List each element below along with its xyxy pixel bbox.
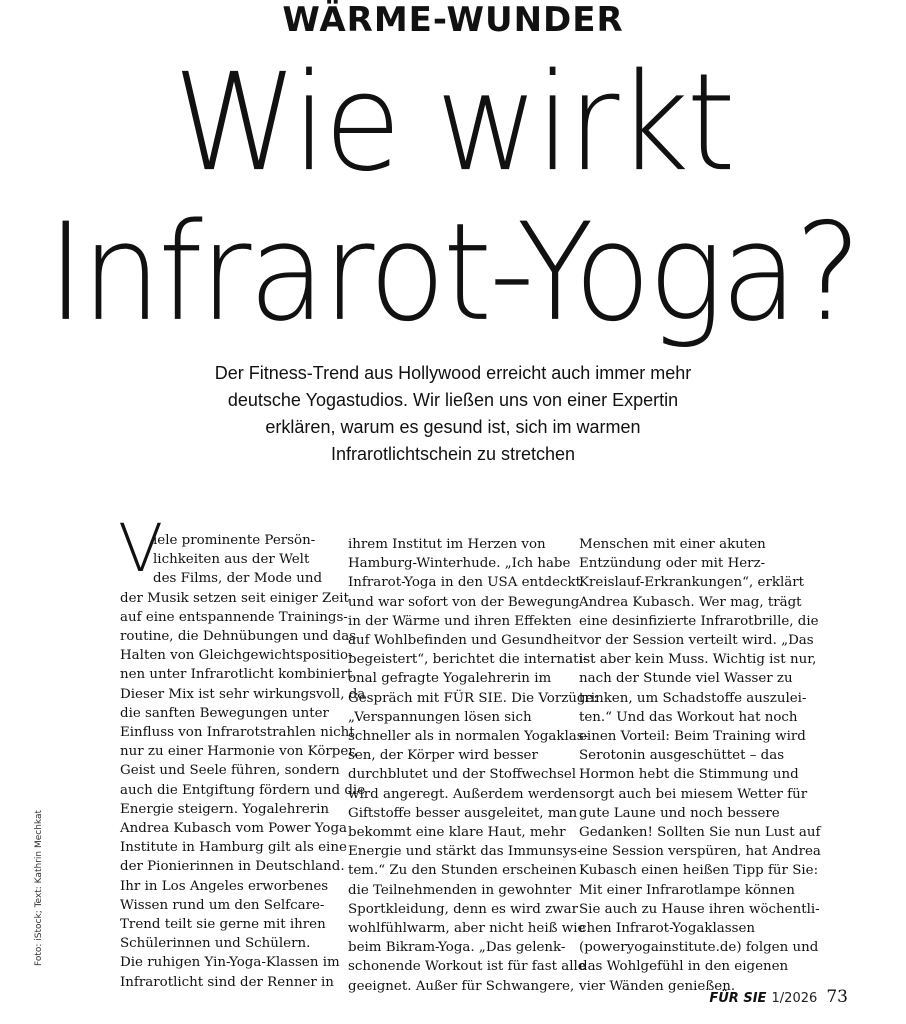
body-line: routine, die Dehnübungen und das (120, 629, 357, 645)
body-line: Einfluss von Infrarotstrahlen nicht (120, 725, 355, 741)
body-line: die sanften Bewegungen unter (120, 705, 329, 721)
body-line: ihrem Institut im Herzen von (348, 537, 546, 552)
magazine-name: FÜR SIE (709, 991, 767, 1006)
body-line: onal gefragte Yogalehrerin im (348, 671, 552, 687)
body-line: Giftstoffe besser ausgeleitet, man (348, 805, 578, 821)
body-line: Sie auch zu Hause ihren wöchentli- (579, 901, 820, 917)
headline-line-2: Infrarot-Yoga? (47, 193, 859, 352)
body-line: Schülerinnen und Schülern. (120, 936, 311, 952)
body-line: Andrea Kubasch. Wer mag, trägt (579, 594, 802, 610)
body-line: chen Infrarot-Yogaklassen (579, 921, 756, 937)
body-line: nen unter Infrarotlicht kombiniert. (120, 667, 357, 683)
body-line: der Musik setzen seit einiger Zeit (120, 590, 349, 606)
body-line: (poweryogainstitute.de) folgen und (579, 940, 819, 956)
body-line: Serotonin ausgeschüttet – das (579, 748, 785, 764)
body-line: Hamburg-Winterhude. „Ich habe (348, 556, 571, 572)
body-line: Menschen mit einer akuten (579, 537, 766, 552)
body-line: Trend teilt sie gerne mit ihren (120, 917, 326, 933)
body-line: nach der Stunde viel Wasser zu (579, 671, 793, 687)
page-number: 73 (826, 987, 848, 1007)
body-line: der Pionierinnen in Deutschland. (120, 859, 345, 875)
body-line: Entzündung oder mit Herz- (579, 556, 766, 572)
headline-line-1: Wie wirkt (173, 43, 733, 202)
body-line: Dieser Mix ist sehr wirkungsvoll, da (120, 686, 366, 702)
body-line: Energie und stärkt das Immunsys- (348, 844, 582, 860)
body-line: schneller als in normalen Yogaklas- (348, 729, 589, 745)
article-body (0, 531, 906, 994)
headline (0, 43, 906, 352)
lead-paragraph: Der Fitness-Trend aus Hollywood erreicht auch immer mehr deutsche Yogastudios. Wir ließen uns von einer Expertin erklären, warum es gesund ist, sich im warmen Infrarotlichtschein zu stretchen (214, 363, 692, 464)
body-line: Kubasch einen heißen Tipp für Sie: (579, 863, 819, 879)
body-line: sorgt auch bei miesem Wetter für (579, 786, 808, 802)
body-line: sen, der Körper wird besser (348, 748, 538, 764)
body-line: vier Wänden genießen. (579, 978, 736, 994)
body-line: vor der Session verteilt wird. „Das (579, 633, 814, 649)
body-line: Infrarot-Yoga in den USA entdeckt (348, 575, 582, 591)
body-line: durchblutet und der Stoffwechsel (348, 767, 577, 783)
body-line: ten.“ Und das Workout hat noch (579, 709, 798, 725)
body-column-1 (120, 531, 366, 992)
body-line: das Wohlgefühl in den eigenen (579, 959, 789, 975)
body-line: Wissen rund um den Selfcare- (120, 897, 325, 913)
body-line: Sportkleidung, denn es wird zwar (348, 901, 579, 917)
body-line: die Teilnehmenden in gewohnter (348, 882, 572, 898)
body-line: Energie steigern. Yogalehrerin (120, 801, 330, 817)
body-line: begeistert“, berichtet die internati- (348, 652, 588, 668)
body-line: Gedanken! Sollten Sie nun Lust auf (579, 825, 821, 841)
body-line: Geist und Seele führen, sondern (120, 763, 340, 779)
body-line: Ihr in Los Angeles erworbenes (120, 878, 329, 894)
body-line: einen Vorteil: Beim Training wird (579, 729, 806, 745)
body-line: auf eine entspannende Trainings- (120, 609, 348, 625)
body-line: tem.“ Zu den Stunden erscheinen (348, 863, 577, 879)
body-line: „Verspannungen lösen sich (348, 709, 532, 725)
body-line: und war sofort von der Bewegung (348, 594, 580, 610)
body-line: auf Wohlbefinden und Gesundheit (348, 633, 579, 649)
body-line: Halten von Gleichgewichtspositio- (120, 648, 353, 664)
body-line: beim Bikram-Yoga. „Das gelenk- (348, 940, 566, 956)
photo-credit: Foto: iStock; Text: Kathrin Mechkat (34, 810, 44, 966)
body-line: Institute in Hamburg gilt als eine (120, 840, 347, 856)
body-line: wohlfühlwarm, aber nicht heiß wie (348, 921, 586, 937)
kicker: WÄRME-WUNDER (282, 0, 624, 40)
body-line: ist aber kein Muss. Wichtig ist nur, (579, 652, 817, 668)
body-line: wird angeregt. Außerdem werden (348, 786, 579, 802)
body-line: in der Wärme und ihren Effekten (348, 613, 572, 629)
body-line: iele prominente Persön- (153, 533, 316, 548)
body-line: Infrarotlicht sind der Renner in (120, 974, 334, 990)
body-line: gute Laune und noch bessere (579, 805, 780, 821)
drop-cap: V (118, 510, 164, 587)
body-column-2 (348, 535, 598, 996)
issue-number: 1/2026 (771, 991, 818, 1006)
body-line: nur zu einer Harmonie von Körper, (120, 744, 358, 760)
body-line: schonende Workout ist für fast alle (348, 959, 586, 975)
body-line: eine desinfizierte Infrarotbrille, die (579, 613, 819, 629)
body-line: bekommt eine klare Haut, mehr (348, 825, 566, 841)
body-line: Hormon hebt die Stimmung und (579, 767, 799, 783)
body-column-3 (579, 535, 821, 996)
body-line: Andrea Kubasch vom Power Yoga (120, 821, 348, 837)
body-line: Gespräch mit FÜR SIE. Die Vorzüge: (348, 690, 598, 706)
page-footer (709, 987, 848, 1007)
body-line: Kreislauf-Erkrankungen“, erklärt (579, 575, 805, 591)
body-line: Die ruhigen Yin-Yoga-Klassen im (120, 955, 340, 971)
body-line: lichkeiten aus der Welt (153, 552, 310, 568)
body-line: geeignet. Außer für Schwangere, (348, 978, 575, 994)
body-line: Mit einer Infrarotlampe können (579, 882, 795, 898)
body-line: des Films, der Mode und (153, 571, 323, 587)
body-line: auch die Entgiftung fördern und die (120, 782, 366, 798)
body-line: trinken, um Schadstoffe auszulei- (579, 690, 807, 706)
body-line: eine Session verspüren, hat Andrea (579, 844, 821, 860)
